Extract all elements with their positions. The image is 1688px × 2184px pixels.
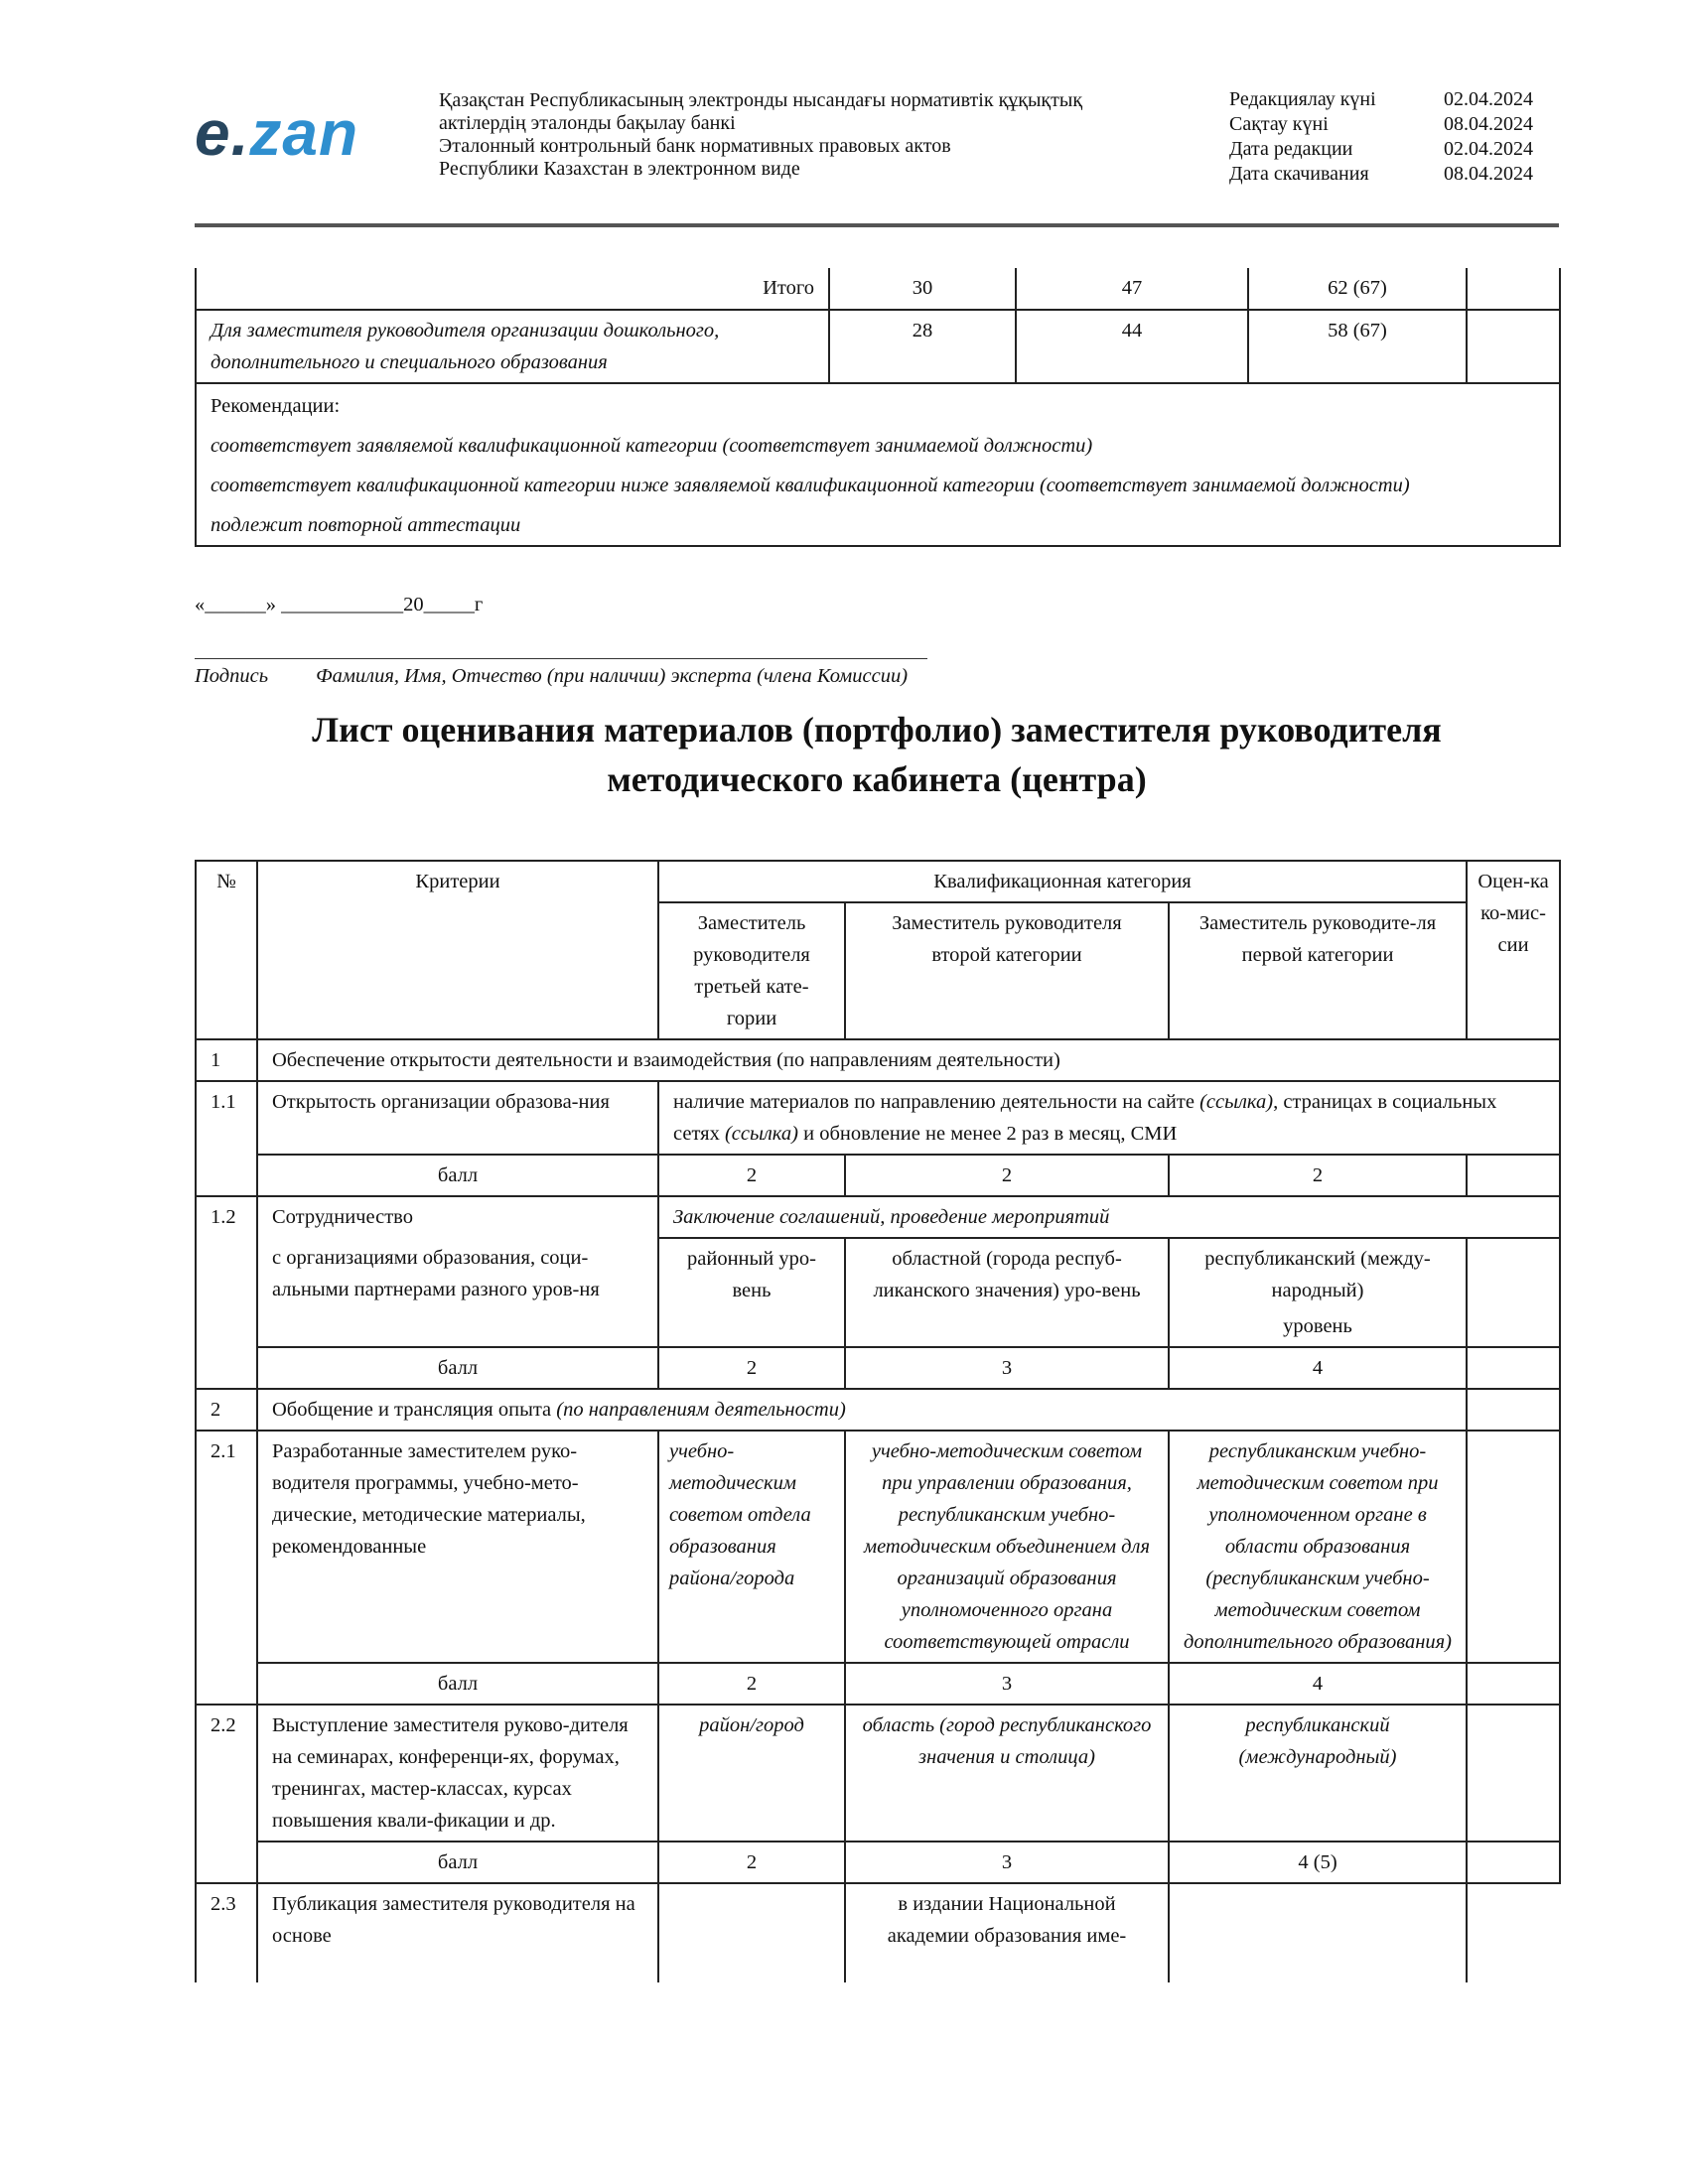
level-cell: область (город республиканского значения и столица) — [845, 1705, 1169, 1842]
criteria-cell: Выступление заместителя руково-дителя на семинарах, конференци-ях, форумах, тренингах, мастер-классах, курсах повышения квали-фикации и др. — [257, 1705, 658, 1842]
eval-cell — [1467, 1431, 1560, 1663]
table-row — [196, 1883, 1560, 1982]
signature-caption — [195, 665, 908, 688]
score-value: 3 — [845, 1842, 1169, 1883]
header-line: Эталонный контрольный банк нормативных правовых актов — [439, 135, 951, 157]
name-label: Фамилия, Имя, Отчество (при наличии) эксперта (члена Комиссии) — [316, 665, 909, 687]
row-num: 1.2 — [196, 1196, 257, 1389]
table-row — [196, 1431, 1560, 1663]
score-label: балл — [257, 1842, 658, 1883]
table-row — [196, 1081, 1560, 1155]
recommendations-title: Рекомендации: — [211, 395, 341, 417]
meta-label: Сақтау күні — [1229, 113, 1329, 135]
section-row — [196, 1389, 1560, 1431]
eval-cell — [1467, 1155, 1560, 1196]
total-value: 47 — [1016, 268, 1248, 310]
total-label: Итого — [196, 268, 829, 310]
recommendation-item: подлежит повторной аттестации — [211, 514, 521, 536]
meta-value: 08.04.2024 — [1444, 163, 1533, 185]
meta-value: 08.04.2024 — [1444, 113, 1533, 135]
score-value: 2 — [845, 1155, 1169, 1196]
criteria-cell: Сотрудничество — [257, 1196, 658, 1238]
total-value: 62 (67) — [1248, 268, 1467, 310]
level-cell: в издании Национальной академии образования име- — [845, 1883, 1169, 1982]
table-header-row — [196, 861, 1560, 902]
score-label: балл — [257, 1347, 658, 1389]
criteria-cell: с организациями образования, соци-альными партнерами разного уров-ня — [257, 1238, 658, 1347]
header-divider — [195, 223, 1559, 227]
score-value: 2 — [658, 1663, 845, 1705]
criteria-subheader: Заключение соглашений, проведение мероприятий — [658, 1196, 1560, 1238]
eval-cell — [1467, 1663, 1560, 1705]
summary-table — [195, 268, 1561, 547]
header-line: актілердің эталонды бақылау банкі — [439, 112, 736, 134]
evaluation-table — [195, 860, 1561, 1982]
date-line: «______» ____________20_____г — [195, 594, 484, 615]
meta-label: Дата редакции — [1229, 138, 1353, 160]
score-value: 4 — [1169, 1347, 1467, 1389]
criteria-cell: Открытость организации образова-ния — [257, 1081, 658, 1155]
meta-label: Редакциялау күні — [1229, 88, 1376, 110]
total-value: 30 — [829, 268, 1016, 310]
level-cell: районный уро-вень — [658, 1238, 845, 1347]
header-line: Республики Казахстан в электронном виде — [439, 158, 800, 180]
score-row — [196, 1347, 1560, 1389]
row-num: 2.2 — [196, 1705, 257, 1883]
ezan-logo: e.zan — [195, 97, 359, 169]
section-title: Обобщение и трансляция опыта (по направлениям деятельности) — [257, 1389, 1467, 1431]
subcol-second: Заместитель руководителя второй категории — [845, 902, 1169, 1039]
eval-cell — [1467, 1842, 1560, 1883]
table-row — [196, 1238, 1560, 1347]
row-num: 2.3 — [196, 1883, 257, 1982]
table-row — [196, 1705, 1560, 1842]
score-value: 2 — [658, 1347, 845, 1389]
meta-label: Дата скачивания — [1229, 163, 1369, 185]
score-label: балл — [257, 1663, 658, 1705]
table-row — [196, 310, 1560, 383]
subcol-third: Заместитель руководителя третьей кате-гории — [658, 902, 845, 1039]
eval-cell — [1467, 1238, 1560, 1347]
empty-cell — [1467, 310, 1560, 383]
table-row — [196, 1196, 1560, 1238]
deputy-label: Для заместителя руководителя организации дошкольного, дополнительного и специального образования — [196, 310, 829, 383]
level-cell: район/город — [658, 1705, 845, 1842]
criteria-cell: Разработанные заместителем руко-водителя программы, учебно-мето-дические, методические материалы, рекомендованные — [257, 1431, 658, 1663]
section-title: Обеспечение открытости деятельности и взаимодействия (по направлениям деятельности) — [257, 1039, 1560, 1081]
eval-cell — [1467, 1705, 1560, 1842]
table-row — [196, 268, 1560, 310]
subcol-first: Заместитель руководите-ля первой категории — [1169, 902, 1467, 1039]
recommendation-item: соответствует заявляемой квалификационной категории (соответствует занимаемой должности) — [211, 435, 1093, 457]
header-line: Қазақстан Республикасының электронды нысандағы нормативтік құқықтық — [439, 89, 1083, 111]
deputy-value: 44 — [1016, 310, 1248, 383]
level-cell: учебно-методическим советом отдела образования района/города — [658, 1431, 845, 1663]
level-cell — [1169, 1883, 1467, 1982]
score-row — [196, 1842, 1560, 1883]
score-value: 2 — [658, 1842, 845, 1883]
level-cell: учебно-методическим советом при управлении образования, республиканским учебно-методическим объединением для организаций образования уполномоченного органа соответствующей отрасли — [845, 1431, 1169, 1663]
score-value: 3 — [845, 1347, 1169, 1389]
deputy-value: 28 — [829, 310, 1016, 383]
eval-cell — [1467, 1347, 1560, 1389]
eval-cell — [1467, 1883, 1560, 1982]
criteria-description: наличие материалов по направлению деятельности на сайте (ссылка), страницах в социальных сетях (ссылка) и обновление не менее 2 раз в месяц, СМИ — [658, 1081, 1560, 1155]
level-cell — [658, 1883, 845, 1982]
header-meta — [1229, 87, 1533, 187]
score-value: 4 (5) — [1169, 1842, 1467, 1883]
col-num-header: № — [196, 861, 257, 1039]
score-row — [196, 1155, 1560, 1196]
meta-value: 02.04.2024 — [1444, 88, 1533, 110]
section-row — [196, 1039, 1560, 1081]
signature-rule — [195, 658, 927, 659]
table-row — [196, 383, 1560, 546]
score-value: 3 — [845, 1663, 1169, 1705]
level-cell: областной (города респуб-ликанского значения) уро-вень — [845, 1238, 1169, 1347]
col-category-header: Квалификационная категория — [658, 861, 1467, 902]
col-eval-header: Оцен-ка ко-мис-сии — [1467, 861, 1560, 1039]
criteria-cell: Публикация заместителя руководителя на основе — [257, 1883, 658, 1982]
score-label: балл — [257, 1155, 658, 1196]
score-value: 2 — [658, 1155, 845, 1196]
sign-label: Подпись — [195, 665, 269, 687]
row-num: 2.1 — [196, 1431, 257, 1705]
col-criteria-header: Критерии — [257, 861, 658, 1039]
score-value: 2 — [1169, 1155, 1467, 1196]
page-title: Лист оценивания материалов (портфолио) заместителя руководителя методического кабинета (центра) — [312, 710, 1442, 799]
meta-value: 02.04.2024 — [1444, 138, 1533, 160]
empty-cell — [1467, 268, 1560, 310]
score-value: 4 — [1169, 1663, 1467, 1705]
level-cell: республиканским учебно-методическим советом при уполномоченном органе в области образования (республиканским учебно-методическим советом дополнительного образования) — [1169, 1431, 1467, 1663]
row-num: 2 — [196, 1389, 257, 1431]
row-num: 1.1 — [196, 1081, 257, 1196]
recommendations — [196, 383, 1560, 546]
row-num: 1 — [196, 1039, 257, 1081]
eval-cell — [1467, 1389, 1560, 1431]
level-cell: республиканский (международный) — [1169, 1705, 1467, 1842]
score-row — [196, 1663, 1560, 1705]
level-cell: республиканский (между-народный) уровень — [1169, 1238, 1467, 1347]
header-title — [439, 89, 1174, 181]
recommendation-item: соответствует квалификационной категории ниже заявляемой квалификационной категории (соответствует занимаемой должности) — [211, 475, 1410, 496]
deputy-value: 58 (67) — [1248, 310, 1467, 383]
